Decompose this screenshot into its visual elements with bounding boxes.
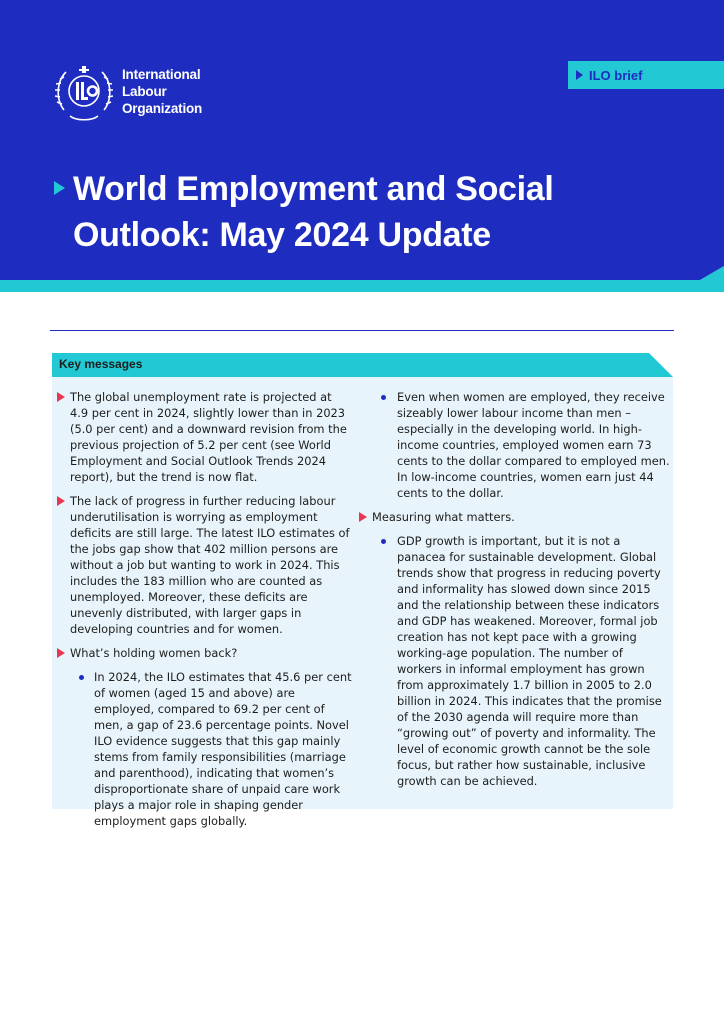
bullet-dot-icon bbox=[381, 539, 386, 544]
key-messages-heading: Key messages bbox=[59, 357, 143, 371]
ilo-logo[interactable] bbox=[52, 60, 222, 126]
list-item bbox=[70, 389, 352, 485]
key-messages-header bbox=[52, 353, 673, 377]
bullet-text: The global unemployment rate is projected at 4.9 per cent in 2024, slightly lower than in 2023 (5.0 per cent) and a downward revision from the previous projection of 5.2 per cent (see World Employment and Social Outlook Trends 2024 report), but the trend is now flat. bbox=[70, 390, 347, 484]
sub-bullet-text: Even when women are employed, they receive sizeably lower labour income than men – especially in the developing world. In high-income countries, employed women earn 73 cents to the dollar compared to employed men. In low-income countries, women earn just 44 cents to the dollar. bbox=[397, 390, 670, 500]
sub-bullet-text: In 2024, the ILO estimates that 45.6 per cent of women (aged 15 and above) are employed, compared to 69.2 per cent of men, a gap of 23.6 percentage points. Novel ILO evidence suggests that this gap mainly stems from family responsibilities (marriage and parenthood), indicating that women’s disproportionate share of unpaid care work plays a major role in shaping gender employment gaps globally. bbox=[94, 670, 352, 828]
logo-line-1: International bbox=[122, 67, 201, 82]
key-messages-bar-shape bbox=[52, 353, 673, 377]
bullet-arrow-icon bbox=[57, 648, 65, 658]
list-item bbox=[372, 509, 670, 525]
bullet-arrow-icon bbox=[57, 496, 65, 506]
sub-list-item bbox=[70, 669, 352, 829]
page-title bbox=[73, 166, 633, 258]
badge-label: ILO brief bbox=[589, 67, 643, 83]
play-arrow-icon bbox=[576, 70, 583, 80]
logo-wordmark bbox=[122, 66, 202, 117]
bullet-text: The lack of progress in further reducing labour underutilisation is worrying as employment deficits are still large. The latest ILO estimates of the jobs gap show that 402 million persons are without a job but wanting to work in 2024. This includes the 183 million who are counted as unemployed. Moreover, these deficits are unevenly distributed, with larger gaps in developing countries and for women. bbox=[70, 494, 350, 636]
logo-line-2: Labour bbox=[122, 84, 167, 99]
header-banner bbox=[0, 0, 724, 292]
sub-list-item bbox=[372, 389, 670, 501]
logo-line-3: Organization bbox=[122, 101, 203, 116]
bullet-text: Measuring what matters. bbox=[372, 510, 515, 524]
sub-list-item bbox=[372, 533, 670, 789]
section-divider bbox=[50, 330, 674, 331]
title-line-1: World Employment and Social bbox=[73, 170, 554, 208]
bullet-text: What’s holding women back? bbox=[70, 646, 238, 660]
bullet-arrow-icon bbox=[359, 512, 367, 522]
bullet-arrow-icon bbox=[57, 392, 65, 402]
bullet-dot-icon bbox=[79, 675, 84, 680]
title-arrow-icon bbox=[54, 181, 65, 195]
list-item bbox=[70, 645, 352, 661]
key-messages-left-column bbox=[70, 389, 352, 837]
bullet-dot-icon bbox=[381, 395, 386, 400]
ilo-brief-badge bbox=[568, 61, 724, 89]
ilo-emblem-icon bbox=[52, 60, 116, 126]
key-messages-right-column bbox=[372, 389, 670, 797]
list-item bbox=[70, 493, 352, 637]
sub-bullet-text: GDP growth is important, but it is not a panacea for sustainable development. Global trends show that progress in reducing poverty and informality has slowed down since 2015 and the relationship between these indicators and GDP has weakened. Moreover, formal job creation has not kept pace with a growing working-age population. The number of workers in informal employment has grown from approximately 1.7 billion in 2005 to 2.0 billion in 2024. This indicates that the promise of the 2030 agenda will require more than “growing out” of poverty and informality. The level of economic growth cannot be the sole focus, but rather how sustainable, inclusive growth can be achieved. bbox=[397, 534, 662, 788]
title-line-2: Outlook: May 2024 Update bbox=[73, 216, 491, 254]
